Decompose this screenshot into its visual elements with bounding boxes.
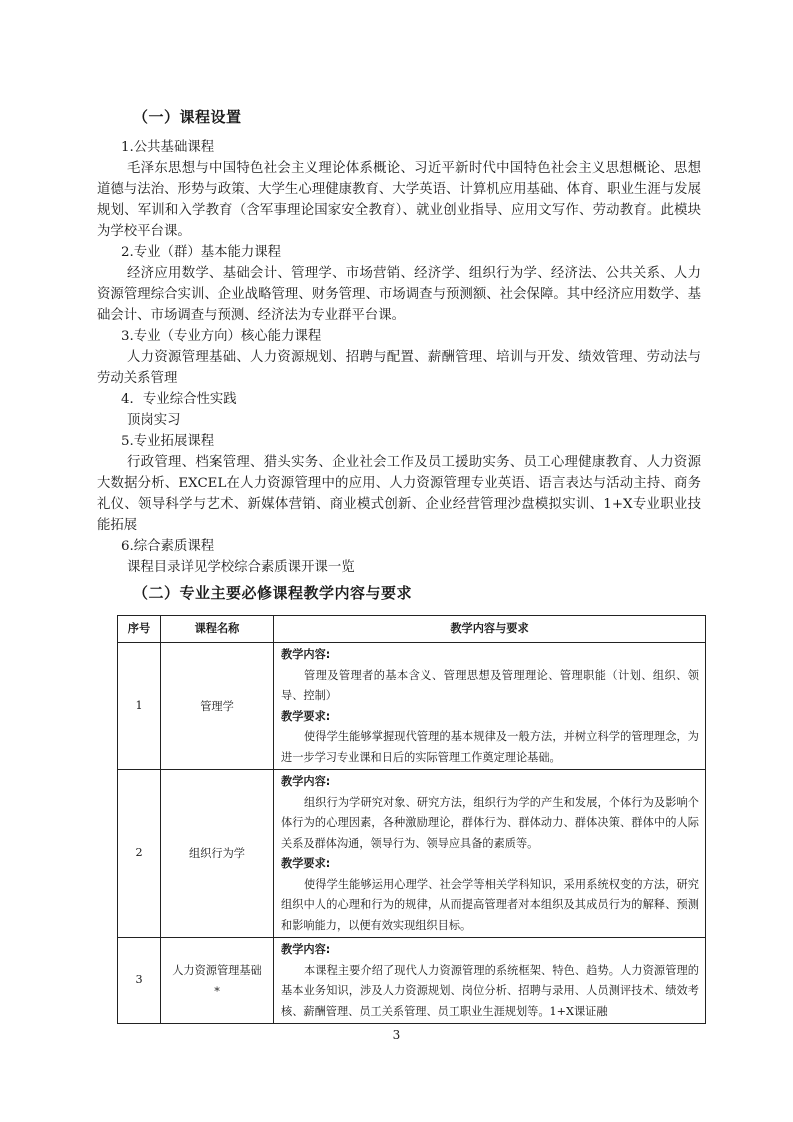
content-text: 本课程主要介绍了现代人力资源管理的系统框架、特色、趋势。人力资源管理的基本业务知识，涉及人力资源规划、岗位分析、招聘与录用、人员测评技术、绩效考核、薪酬管理、员工关系管理、员工职业生涯规划等。1+X课证融 bbox=[281, 963, 699, 1018]
requirement-label: 教学要求: bbox=[281, 857, 331, 870]
page-number: 3 bbox=[392, 1028, 401, 1042]
item-heading: 6.综合素质课程 bbox=[121, 539, 215, 554]
row-course-name bbox=[161, 938, 274, 1024]
table-row bbox=[118, 938, 706, 1024]
requirement-label: 教学要求: bbox=[281, 709, 331, 723]
header-course-name: 课程名称 bbox=[161, 616, 274, 643]
content-text: 管理及管理者的基本含义、管理思想及管理理论、管理职能（计划、组织、领导、控制） bbox=[281, 668, 699, 702]
core-course-mark: * bbox=[214, 984, 220, 998]
row-content bbox=[274, 770, 706, 938]
item-text: 人力资源管理基础、人力资源规划、招聘与配置、薪酬管理、培训与开发、绩效管理、劳动法与劳动关系管理 bbox=[97, 350, 701, 386]
header-number: 序号 bbox=[118, 616, 161, 643]
section2-title: （二）专业主要必修课程教学内容与要求 bbox=[133, 584, 413, 602]
content-text: 组织行为学研究对象、研究方法，组织行为学的产生和发展，个体行为及影响个体行为的心理因素，各种激励理论，群体行为、群体动力、群体决策、群体中的人际关系及群体沟通，领导行为、领导应具备的素质等。 bbox=[281, 795, 699, 850]
header-content-requirements: 教学内容与要求 bbox=[274, 616, 706, 643]
item-heading: 1.公共基础课程 bbox=[121, 140, 215, 155]
row-number: 2 bbox=[118, 770, 161, 938]
item-text: 行政管理、档案管理、猎头实务、企业社会工作及员工援助实务、员工心理健康教育、人力资源大数据分析、EXCEL在人力资源管理中的应用、人力资源管理专业英语、语言表达与活动主持、商务礼仪、领导科学与艺术、新媒体营销、商业模式创新、企业经营管理沙盘模拟实训、1+X专业职业技能拓展 bbox=[97, 455, 701, 533]
item-heading: 2.专业（群）基本能力课程 bbox=[121, 245, 282, 260]
item-text: 毛泽东思想与中国特色社会主义理论体系概论、习近平新时代中国特色社会主义思想概论、思想道德与法治、形势与政策、大学生心理健康教育、大学英语、计算机应用基础、体育、职业生涯与发展规划、军训和入学教育（含军事理论国家安全教育）、就业创业指导、应用文写作、劳动教育。此模块为学校平台课。 bbox=[97, 161, 701, 239]
item-heading: 3.专业（专业方向）核心能力课程 bbox=[121, 329, 322, 344]
course-settings-body bbox=[97, 137, 701, 578]
section1-title: （一）课程设置 bbox=[133, 108, 242, 126]
item-heading: 4．专业综合性实践 bbox=[121, 392, 237, 407]
row-number: 1 bbox=[118, 643, 161, 770]
table-row bbox=[118, 643, 706, 770]
row-content bbox=[274, 938, 706, 1024]
requirement-text: 使得学生能够运用心理学、社会学等相关学科知识，采用系统权变的方法，研究组织中人的心理和行为的规律，从而提高管理者对本组织及其成员行为的解释、预测和影响能力，以便有效实现组织目标。 bbox=[281, 877, 699, 932]
row-course-name: 管理学 bbox=[161, 643, 274, 770]
table-row bbox=[118, 770, 706, 938]
content-label: 教学内容: bbox=[281, 943, 331, 956]
row-content bbox=[274, 643, 706, 770]
course-name-text: 人力资源管理基础 bbox=[172, 963, 262, 977]
content-label: 教学内容: bbox=[281, 648, 331, 661]
content-label: 教学内容: bbox=[281, 775, 331, 788]
row-course-name: 组织行为学 bbox=[161, 770, 274, 938]
item-text: 经济应用数学、基础会计、管理学、市场营销、经济学、组织行为学、经济法、公共关系、人力资源管理综合实训、企业战略管理、财务管理、市场调查与预测额、社会保障。其中经济应用数学、基础会计、市场调查与预测、经济法为专业群平台课。 bbox=[97, 266, 701, 323]
requirement-text: 使得学生能够掌握现代管理的基本规律及一般方法，并树立科学的管理理念，为进一步学习专业课和日后的实际管理工作奠定理论基础。 bbox=[281, 730, 699, 764]
row-number: 3 bbox=[118, 938, 161, 1024]
course-table bbox=[117, 615, 706, 1024]
table-header-row bbox=[118, 616, 706, 643]
item-text: 课程目录详见学校综合素质课开课一览 bbox=[127, 560, 355, 575]
item-text: 顶岗实习 bbox=[127, 413, 181, 428]
item-heading: 5.专业拓展课程 bbox=[121, 434, 215, 449]
